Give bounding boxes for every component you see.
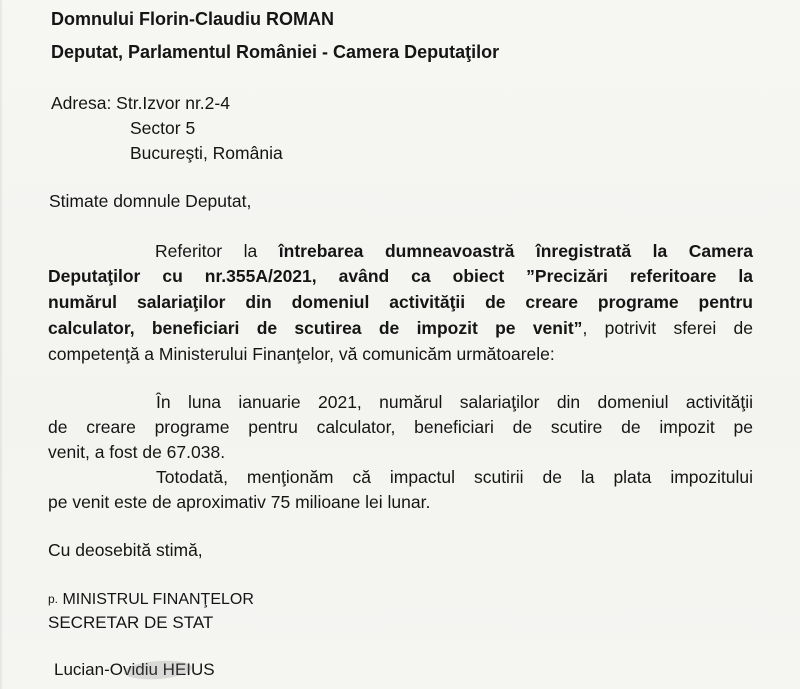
signature-prefix: p.	[48, 592, 59, 606]
address-line-3: Bucureşti, România	[130, 143, 283, 163]
paragraph1-line-2: Deputaţilor cu nr.355A/2021, având ca obiect ”Precizări referitoare la	[48, 266, 753, 286]
closing-formula: Cu deosebită stimă,	[48, 540, 203, 560]
paragraph1-line-4	[48, 317, 753, 339]
page-edge-shadow	[0, 0, 3, 689]
signer-name: Lucian-Ovidiu HEIUS	[54, 660, 215, 679]
address-line-1: Adresa: Str.Izvor nr.2-4	[51, 93, 230, 113]
address-line-2: Sector 5	[130, 118, 196, 138]
paragraph1-line-1	[155, 240, 753, 262]
paragraph1-line-1-bold: întrebarea dumneavoastră înregistrată la Camera	[278, 241, 753, 261]
paragraph2-line-4: Totodată, menţionăm că impactul scutirii de la plata impozitului	[156, 467, 753, 487]
signature-title-1-text: MINISTRUL FINANŢELOR	[58, 591, 254, 608]
signature-title-2: SECRETAR DE STAT	[48, 613, 214, 632]
paragraph2-line-3: venit, a fost de 67.038.	[48, 442, 226, 462]
paragraph1-line-1-plain: Referitor la	[155, 241, 279, 261]
paragraph1-line-4-bold: calculator, beneficiari de scutirea de impozit pe venit”	[48, 318, 583, 338]
addressee-role: Deputat, Parlamentul României - Camera Deputaţilor	[51, 42, 500, 62]
paragraph1-line-3: numărul salariaţilor din domeniul activităţii de creare programe pentru	[48, 292, 753, 312]
paragraph2-line-1: În luna ianuarie 2021, numărul salariaţilor din domeniul activităţii	[156, 392, 753, 412]
signature-title-1	[48, 588, 254, 611]
paragraph1-line-4-plain: , potrivit sferei de	[582, 318, 753, 338]
salutation: Stimate domnule Deputat,	[49, 191, 252, 211]
addressee-name: Domnului Florin-Claudiu ROMAN	[51, 9, 334, 29]
signer-block	[54, 659, 314, 685]
paragraph2-line-5: pe venit este de aproximativ 75 milioane lei lunar.	[48, 492, 431, 512]
paragraph1-line-5: competenţă a Ministerului Finanţelor, vă comunicăm următoarele:	[48, 344, 555, 364]
paragraph2-line-2: de creare programe pentru calculator, beneficiari de scutire de impozit pe	[48, 417, 753, 437]
